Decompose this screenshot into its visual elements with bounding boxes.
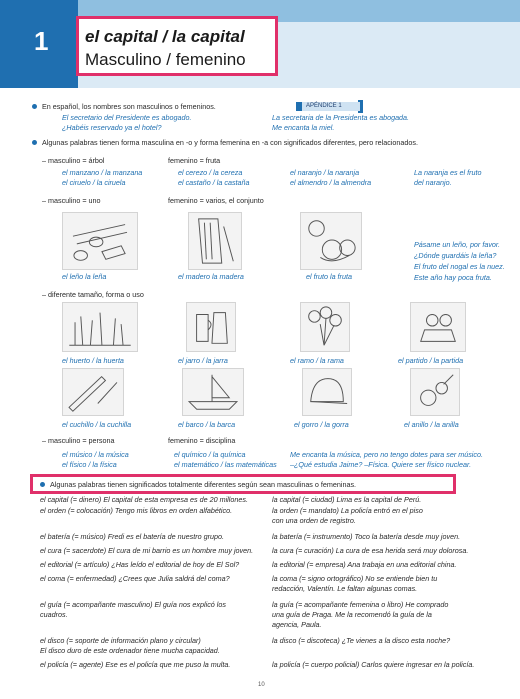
word-pair: el naranjo / la naranja [290, 168, 360, 177]
section-heading: – masculino = uno [42, 196, 101, 205]
image-caption: el partido / la partida [398, 356, 464, 365]
wood-illustration [188, 212, 242, 270]
image-caption: el gorro / la gorra [294, 420, 349, 429]
example: El secretario del Presidente es abogado. [62, 113, 192, 122]
appendix-link[interactable]: APÉNDICE 1 [296, 102, 360, 111]
definition: la editorial (= empresa) Ana trabaja en una editorial china. [272, 560, 457, 569]
definition: la guía (= acompañante femenina o libro) He comprado [272, 600, 449, 609]
section-heading: femenino = varios, el conjunto [168, 196, 264, 205]
definition: con una orden de registro. [272, 516, 356, 525]
definition: redacción, Valentín. Le faltan algunas comas. [272, 584, 418, 593]
word-pair: el músico / la música [62, 450, 129, 459]
example: –¿Qué estudia Jaime? –Física. Quiere ser físico nuclear. [290, 460, 472, 469]
boat-illustration [182, 368, 244, 416]
image-caption: el barco / la barca [178, 420, 236, 429]
definition: el cura (= sacerdote) El cura de mi barrio es un hombre muy joven. [40, 546, 254, 555]
definition: el orden (= colocación) Tengo mis libros en orden alfabético. [40, 506, 233, 515]
image-caption: el jarro / la jarra [178, 356, 228, 365]
example: Pásame un leño, por favor. [414, 240, 501, 249]
example: Me encanta la miel. [272, 123, 335, 132]
word-pair: el manzano / la manzana [62, 168, 143, 177]
definition: cuadros. [40, 610, 68, 619]
word-pair: el matemático / las matemáticas [174, 460, 277, 469]
bullet-icon [32, 104, 37, 109]
word-pair: el almendro / la almendra [290, 178, 372, 187]
definition: el capital (= dinero) El capital de esta empresa es de 20 millones. [40, 495, 248, 504]
game-illustration [410, 302, 466, 352]
definition: la policía (= cuerpo policial) Carlos quiere ingresar en la policía. [272, 660, 475, 669]
bullet-icon [40, 482, 45, 487]
definition: El disco duro de este ordenador tiene mucha capacidad. [40, 646, 220, 655]
section-heading: femenino = disciplina [168, 436, 236, 445]
example: ¿Dónde guardáis la leña? [414, 251, 497, 260]
image-caption: el madero la madera [178, 272, 244, 281]
section-heading: – masculino = persona [42, 436, 115, 445]
definition: la coma (= signo ortográfico) No se entiende bien tu [272, 574, 438, 583]
definition: la orden (= mandato) La policía entró en el piso [272, 506, 423, 515]
page-number: 10 [258, 682, 265, 688]
section-heading: – diferente tamaño, forma o uso [42, 290, 144, 299]
definition: el batería (= músico) Fredi es el batería de nuestro grupo. [40, 532, 224, 541]
definition: el guía (= acompañante masculino) El guía nos explicó los [40, 600, 226, 609]
word-pair: el cerezo / la cereza [178, 168, 243, 177]
cap-illustration [302, 368, 352, 416]
bullet-icon [32, 140, 37, 145]
logs-illustration [62, 212, 138, 270]
intro-text: En español, los nombres son masculinos o femeninos. [42, 102, 216, 111]
word-pair: el químico / la química [174, 450, 246, 459]
section-heading: – masculino = árbol [42, 156, 105, 165]
definition: la disco (= discoteca) ¿Te vienes a la disco esta noche? [272, 636, 451, 645]
definition: agencia, Paula. [272, 620, 322, 629]
example: ¿Habéis reservado ya el hotel? [62, 123, 162, 132]
fruit-illustration [300, 212, 362, 270]
definition: el disco (= soporte de información plano y circular) [40, 636, 201, 645]
definition: el policía (= agente) Ese es el policía que me puso la multa. [40, 660, 231, 669]
flowers-illustration [300, 302, 350, 352]
image-caption: el anillo / la anilla [404, 420, 459, 429]
image-caption: el huerto / la huerta [62, 356, 124, 365]
definition: una guía de Praga. Me la recomendó la guía de la [272, 610, 432, 619]
image-caption: el leño la leña [62, 272, 107, 281]
definition: el coma (= enfermedad) ¿Crees que Julia saldrá del coma? [40, 574, 230, 583]
highlighted-rule: Algunas palabras tienen significados totalmente diferentes según sean masculinas o femeninas. [50, 480, 357, 489]
rule-text: Algunas palabras tienen forma masculina en -o y forma femenina en -a con significados diferentes, pero relacionados. [42, 138, 418, 147]
word-pair: el físico / la física [62, 460, 117, 469]
image-caption: el fruto la fruta [306, 272, 352, 281]
example: del naranjo. [414, 178, 452, 187]
title-highlight-box [76, 16, 278, 76]
knife-illustration [62, 368, 124, 416]
garden-illustration [62, 302, 138, 352]
example: El fruto del nogal es la nuez. [414, 262, 505, 271]
ring-illustration [410, 368, 460, 416]
definition: la batería (= instrumento) Toco la batería desde muy joven. [272, 532, 461, 541]
unit-number-box [0, 0, 78, 88]
page-subtitle: Masculino / femenino [85, 50, 246, 69]
jug-illustration [186, 302, 236, 352]
unit-number: 1 [34, 26, 49, 56]
image-caption: el ramo / la rama [290, 356, 344, 365]
section-heading: femenino = fruta [168, 156, 221, 165]
example: La secretaria de la Presidenta es abogada. [272, 113, 410, 122]
word-pair: el castaño / la castaña [178, 178, 250, 187]
definition: la cura (= curación) La cura de esa herida será muy dolorosa. [272, 546, 469, 555]
word-pair: el ciruelo / la ciruela [62, 178, 126, 187]
example: Me encanta la música, pero no tengo dotes para ser músico. [290, 450, 483, 459]
definition: la capital (= ciudad) Lima es la capital de Perú. [272, 495, 422, 504]
image-caption: el cuchillo / la cuchilla [62, 420, 132, 429]
example: Este año hay poca fruta. [414, 273, 492, 282]
definition: el editorial (= artículo) ¿Has leído el editorial de hoy de El Sol? [40, 560, 240, 569]
example: La naranja es el fruto [414, 168, 482, 177]
page-title: el capital / la capital [85, 27, 245, 46]
